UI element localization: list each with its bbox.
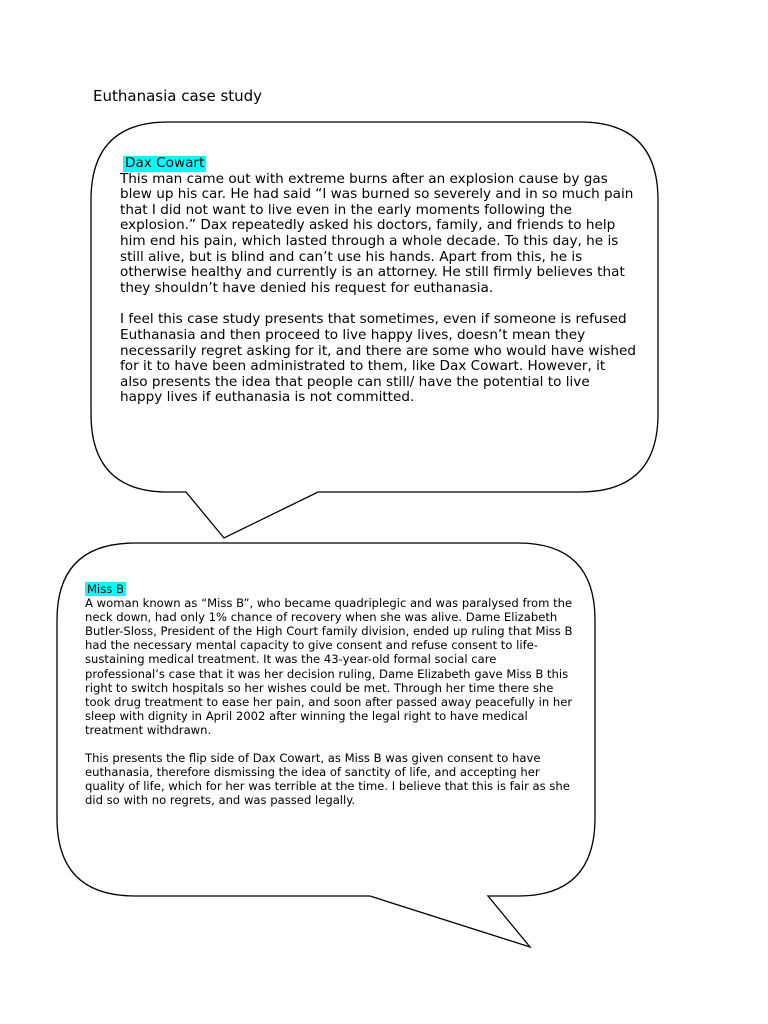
dax-cowart-paragraph-2: I feel this case study presents that sometimes, even if someone is refused Euthanasia and then proceed to live happy lives, doesn’t mean they necessarily regret asking for it, and there are some who would have wished for it to have been administrated to them, like Dax Cowart. However, it also presents the idea that people can still/ have the potential to live happy lives if euthanasia is not committed. — [120, 311, 637, 406]
paragraph-spacer — [85, 737, 573, 751]
miss-b-paragraph-1: A woman known as “Miss B”, who became quadriplegic and was paralysed from the neck down, had only 1% chance of recovery when she was alive. Dame Elizabeth Butler-Sloss, President of the High Court family division, ended up ruling that Miss B had the necessary mental capacity to give consent and refuse consent to life-sustaining medical treatment. It was the 43-year-old formal social care professional’s case that it was her decision ruling, Dame Elizabeth gave Miss B this right to switch hospitals so her wishes could be met. Through her time there she took drug treatment to ease her pain, and soon after passed away peacefully in her sleep with dignity in April 2002 after winning the legal right to have medical treatment withdrawn. — [85, 596, 573, 737]
document-title: Euthanasia case study — [93, 87, 263, 105]
dax-cowart-text-block — [120, 156, 636, 406]
dax-cowart-paragraph-1: This man came out with extreme burns after an explosion cause by gas blew up his car. He had said “I was burned so severely and in so much pain that I did not want to live even in the early moments following the explosion.” Dax repeatedly asked his doctors, family, and friends to help him end his pain, which lasted through a whole decade. To this day, he is still alive, but is blind and can’t use his hands. Apart from this, he is otherwise healthy and currently is an attorney. He still firmly believes that they shouldn’t have denied his request for euthanasia. — [120, 170, 634, 296]
miss-b-text-block — [85, 582, 573, 807]
dax-cowart-heading: Dax Cowart — [125, 155, 205, 171]
miss-b-paragraph-2: This presents the flip side of Dax Cowart, as Miss B was given consent to have euthanasia, therefore dismissing the idea of sanctity of life, and accepting her quality of life, which for her was terrible at the time. I believe that this is fair as she did so with no regrets, and was passed legally. — [85, 751, 570, 808]
miss-b-heading: Miss B — [87, 582, 124, 596]
paragraph-spacer — [120, 296, 636, 312]
